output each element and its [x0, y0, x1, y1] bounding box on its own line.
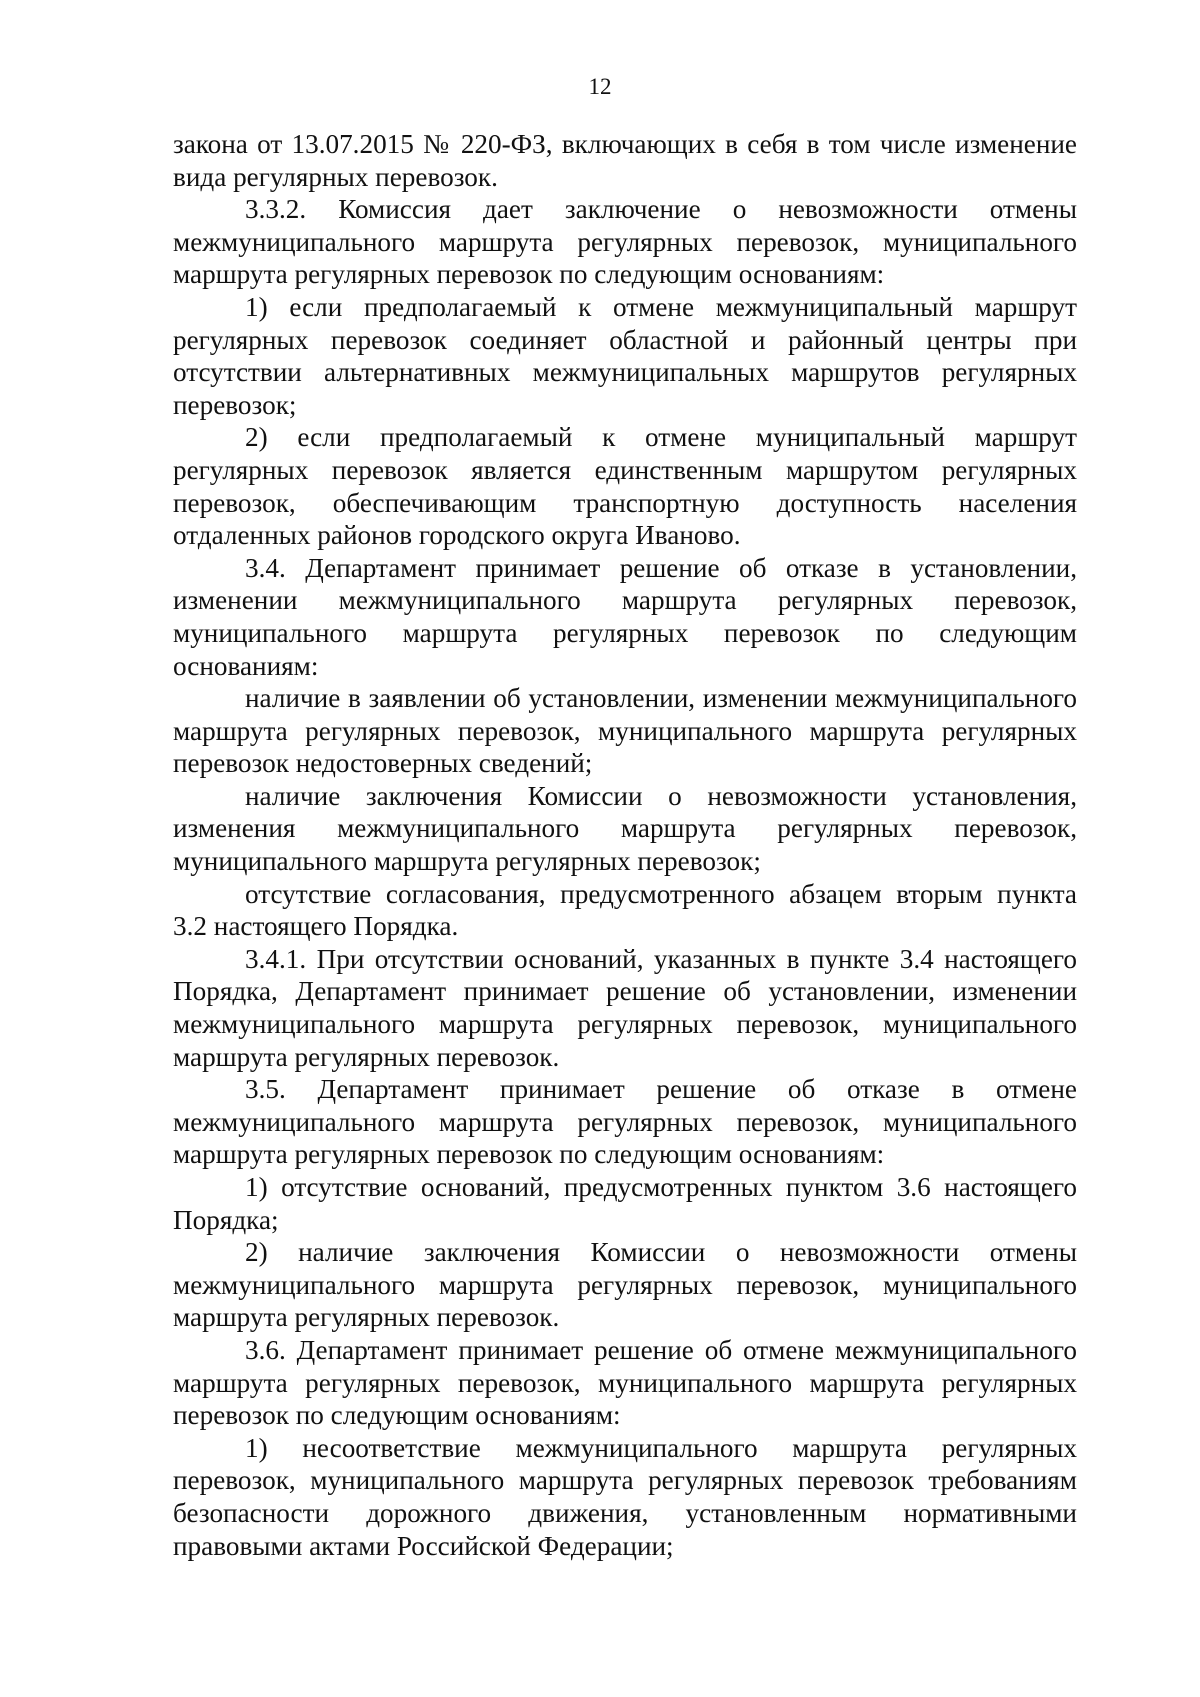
paragraph-3-4: 3.4. Департамент принимает решение об отказе в установлении, изменении межмуниципального маршрута регулярных перевозок, муниципального маршрута регулярных перевозок по следующим основаниям:	[173, 552, 1077, 681]
paragraph-3-3-2-item-1: 1) если предполагаемый к отмене межмуниципальный маршрут регулярных перевозок соединяет областной и районный центры при отсутствии альтернативных межмуниципальных маршрутов регулярных перевозок;	[173, 291, 1077, 420]
paragraph-3-5: 3.5. Департамент принимает решение об отказе в отмене межмуниципального маршрута регулярных перевозок, муниципального маршрута регулярных перевозок по следующим основаниям:	[173, 1074, 1077, 1170]
paragraph-3-5-item-1: 1) отсутствие оснований, предусмотренных пунктом 3.6 настоящего Порядка;	[173, 1172, 1077, 1235]
paragraph-3-6: 3.6. Департамент принимает решение об отмене межмуниципального маршрута регулярных перевозок, муниципального маршрута регулярных перевозок по следующим основаниям:	[173, 1334, 1077, 1431]
page-number: 12	[588, 74, 612, 99]
paragraph-3-4-reason-2: наличие заключения Комиссии о невозможности установления, изменения межмуниципального маршрута регулярных перевозок, муниципального маршрута регулярных перевозок;	[173, 780, 1077, 877]
paragraph-3-4-1: 3.4.1. При отсутствии оснований, указанных в пункте 3.4 настоящего Порядка, Департамент принимает решение об установлении, изменении межмуниципального маршрута регулярных перевозок, муниципального маршрута регулярных перевозок.	[173, 943, 1077, 1072]
paragraph-continuation: закона от 13.07.2015 № 220-ФЗ, включающих в себя в том числе изменение вида регулярных перевозок.	[173, 129, 1077, 192]
paragraph-3-4-reason-1: наличие в заявлении об установлении, изменении межмуниципального маршрута регулярных перевозок, муниципального маршрута регулярных перевозок недостоверных сведений;	[173, 683, 1077, 779]
paragraph-3-4-reason-3: отсутствие согласования, предусмотренного абзацем вторым пункта 3.2 настоящего Порядка.	[173, 878, 1077, 942]
paragraph-3-3-2: 3.3.2. Комиссия дает заключение о невозможности отмены межмуниципального маршрута регулярных перевозок, муниципального маршрута регулярных перевозок по следующим основаниям:	[173, 194, 1077, 290]
paragraph-3-6-item-1: 1) несоответствие межмуниципального маршрута регулярных перевозок, муниципального маршрута регулярных перевозок требованиям безопасности дорожного движения, установленным нормативными правовыми актами Российской Федерации;	[173, 1432, 1077, 1561]
paragraph-3-5-item-2: 2) наличие заключения Комиссии о невозможности отмены межмуниципального маршрута регулярных перевозок, муниципального маршрута регулярных перевозок.	[173, 1237, 1077, 1333]
document-body	[173, 128, 1077, 1562]
paragraph-3-3-2-item-2: 2) если предполагаемый к отмене муниципальный маршрут регулярных перевозок является единственным маршрутом регулярных перевозок, обеспечивающим транспортную доступность населения отдаленных районов городского округа Иваново.	[173, 422, 1077, 551]
